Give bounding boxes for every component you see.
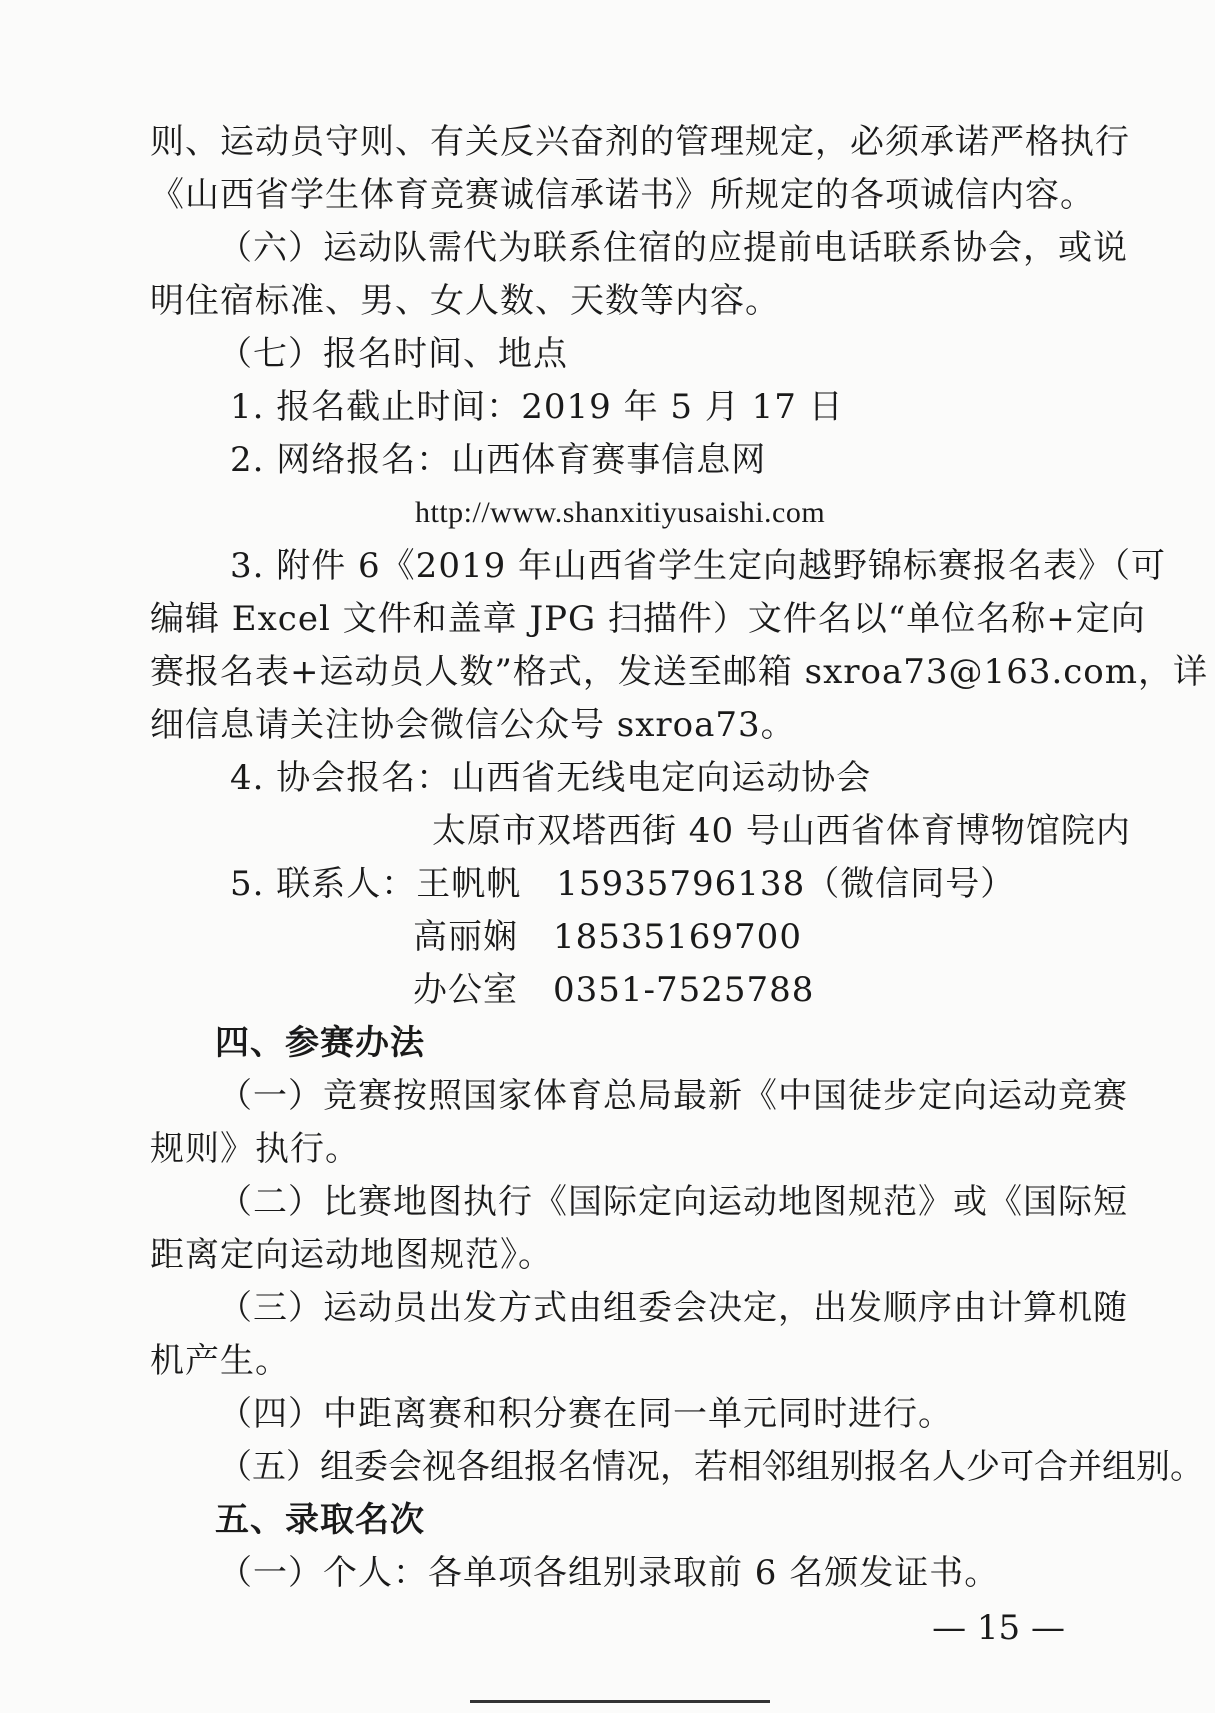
text-line: （六）运动队需代为联系住宿的应提前电话联系协会，或说 bbox=[218, 228, 1128, 268]
text-line: 细信息请关注协会微信公众号 sxroa73。 bbox=[150, 705, 796, 745]
text-line: 规则》执行。 bbox=[150, 1129, 360, 1169]
contact-line: 高丽娴 18535169700 bbox=[413, 917, 802, 957]
text-line: 机产生。 bbox=[150, 1341, 290, 1381]
contact-line: 办公室 0351-7525788 bbox=[413, 970, 815, 1010]
section-heading: 四、参赛办法 bbox=[215, 1023, 425, 1063]
text-line: 2. 网络报名：山西体育赛事信息网 bbox=[230, 440, 767, 480]
text-line: 赛报名表+运动员人数”格式，发送至邮箱 sxroa73@163.com，详 bbox=[150, 652, 1209, 692]
contact-line: 5. 联系人：王帆帆 15935796138（微信同号） bbox=[230, 864, 1016, 904]
text-line: 明住宿标准、男、女人数、天数等内容。 bbox=[150, 281, 780, 321]
page-number: — 15 — bbox=[932, 1608, 1065, 1648]
text-line: 《山西省学生体育竞赛诚信承诺书》所规定的各项诚信内容。 bbox=[150, 175, 1095, 215]
text-line: （一）竞赛按照国家体育总局最新《中国徒步定向运动竞赛 bbox=[218, 1076, 1128, 1116]
text-line: 编辑 Excel 文件和盖章 JPG 扫描件）文件名以“单位名称+定向 bbox=[150, 599, 1146, 639]
text-line: （五）组委会视各组报名情况，若相邻组别报名人少可合并组别。 bbox=[218, 1447, 1204, 1487]
text-line: 则、运动员守则、有关反兴奋剂的管理规定，必须承诺严格执行 bbox=[150, 122, 1130, 162]
text-line: 距离定向运动地图规范》。 bbox=[150, 1235, 553, 1275]
bottom-rule bbox=[470, 1700, 770, 1703]
text-line: 4. 协会报名：山西省无线电定向运动协会 bbox=[230, 758, 872, 798]
section-heading: 五、录取名次 bbox=[215, 1500, 425, 1540]
text-line: （四）中距离赛和积分赛在同一单元同时进行。 bbox=[218, 1394, 953, 1434]
text-line: 3. 附件 6《2019 年山西省学生定向越野锦标赛报名表》（可 bbox=[230, 546, 1167, 586]
registration-url: http://www.shanxitiyusaishi.com bbox=[415, 496, 826, 529]
text-line: （七）报名时间、地点 bbox=[218, 334, 568, 374]
text-line: （三）运动员出发方式由组委会决定，出发顺序由计算机随 bbox=[218, 1288, 1128, 1328]
text-line: 1. 报名截止时间：2019 年 5 月 17 日 bbox=[230, 387, 844, 427]
text-line: （二）比赛地图执行《国际定向运动地图规范》或《国际短 bbox=[218, 1182, 1128, 1222]
address-line: 太原市双塔西街 40 号山西省体育博物馆院内 bbox=[432, 811, 1131, 851]
text-line: （一）个人：各单项各组别录取前 6 名颁发证书。 bbox=[218, 1553, 1000, 1593]
